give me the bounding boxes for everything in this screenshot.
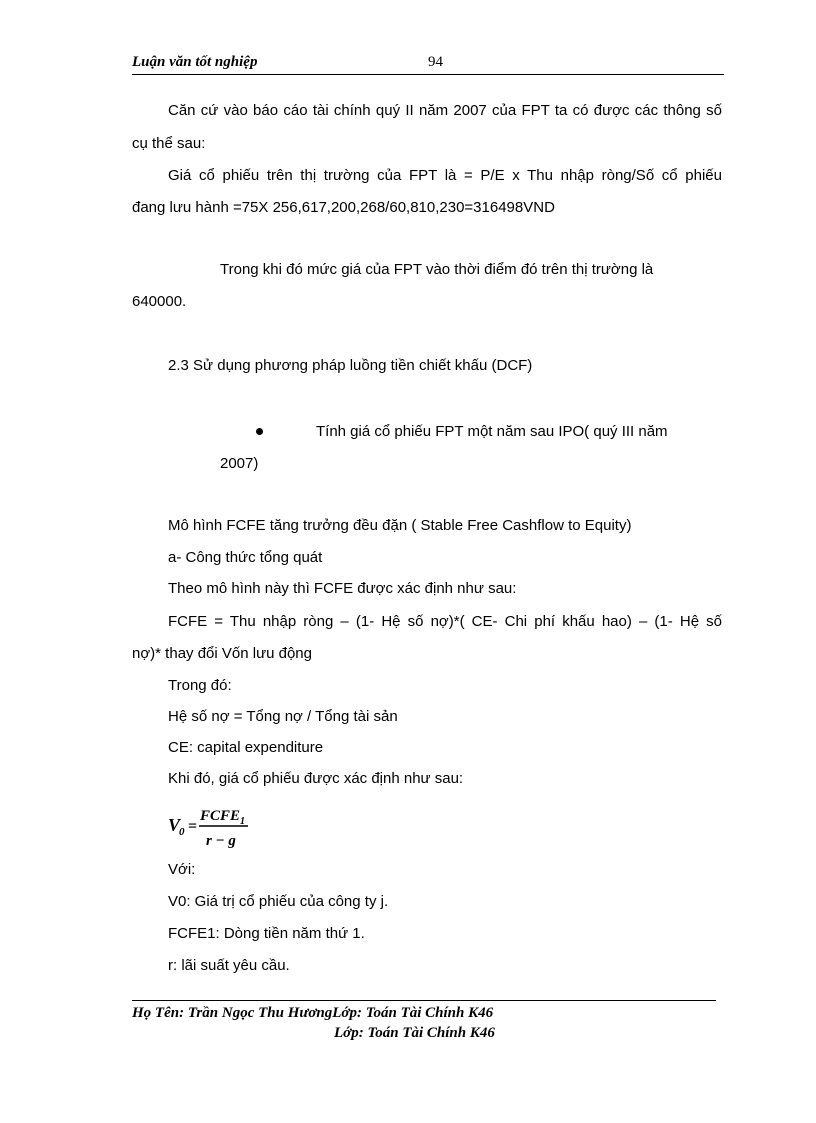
footer-author: Họ Tên: Trần Ngọc Thu HươngLớp: Toán Tài Chính K46 <box>132 1005 494 1021</box>
bullet-text: Tính giá cổ phiếu FPT một năm sau IPO( quý III năm <box>316 423 668 440</box>
paragraph-line: Căn cứ vào báo cáo tài chính quý II năm 2007 của FPT ta có được các thông số <box>168 102 722 119</box>
paragraph-line: Hệ số nợ = Tổng nợ / Tổng tài sản <box>168 708 398 725</box>
paragraph-line: đang lưu hành =75X 256,617,200,268/60,810,230=316498VND <box>132 199 555 216</box>
bullet-icon <box>256 428 263 435</box>
paragraph-line: CE: capital expenditure <box>168 739 324 756</box>
page-footer <box>132 1000 716 1001</box>
page-number: 94 <box>428 54 443 70</box>
paragraph-line: FCFE = Thu nhập ròng – (1- Hệ số nợ)*( CE- Chi phí khấu hao) – (1- Hệ số <box>168 613 722 630</box>
definition-line: r: lãi suất yêu cầu. <box>168 957 290 974</box>
header-title: Luận văn tốt nghiệp <box>132 54 258 70</box>
paragraph-line: Với: <box>168 861 196 878</box>
subheading: a- Công thức tổng quát <box>168 549 323 566</box>
valuation-formula <box>168 804 258 850</box>
formula-lhs-subscript: 0 <box>179 826 185 838</box>
paragraph-line: cụ thể sau: <box>132 135 206 152</box>
formula-numerator: FCFE <box>200 808 241 824</box>
section-heading: 2.3 Sử dụng phương pháp luồng tiền chiết khấu (DCF) <box>168 357 533 374</box>
paragraph-line: Giá cổ phiếu trên thị trường của FPT là = P/E x Thu nhập ròng/Số cổ phiếu <box>168 167 722 184</box>
formula-lhs: V <box>168 815 181 835</box>
definition-line: FCFE1: Dòng tiền năm thứ 1. <box>168 925 365 942</box>
footer-class: Lớp: Toán Tài Chính K46 <box>334 1025 495 1041</box>
bullet-text: 2007) <box>220 455 259 472</box>
page-header <box>132 52 724 75</box>
paragraph-line: Theo mô hình này thì FCFE được xác định như sau: <box>168 580 517 597</box>
formula-denominator: r − g <box>206 833 236 849</box>
paragraph-line: nợ)* thay đổi Vốn lưu động <box>132 645 312 662</box>
definition-line: V0: Giá trị cổ phiếu của công ty j. <box>168 893 389 910</box>
paragraph-line: Trong đó: <box>168 677 232 694</box>
formula-equals: = <box>188 818 198 835</box>
paragraph-line: Trong khi đó mức giá của FPT vào thời điểm đó trên thị trường là <box>220 261 654 278</box>
model-title: Mô hình FCFE tăng trưởng đều đặn ( Stable Free Cashflow to Equity) <box>168 517 632 534</box>
paragraph-line: 640000. <box>132 293 187 310</box>
paragraph-line: Khi đó, giá cổ phiếu được xác định như sau: <box>168 770 464 787</box>
formula-numerator-subscript: 1 <box>240 816 245 827</box>
